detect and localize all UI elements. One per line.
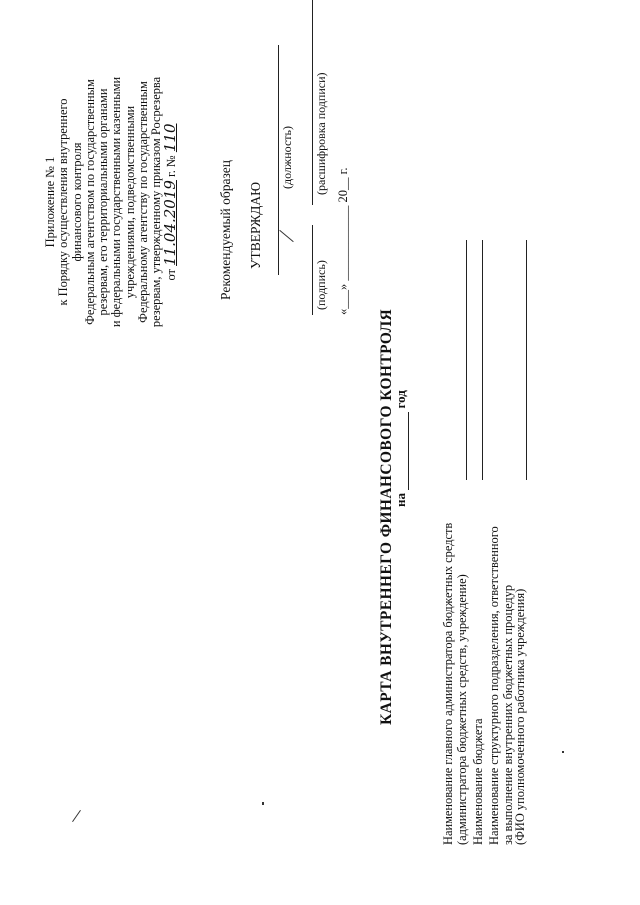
period-prefix: на: [393, 493, 408, 507]
order-date-handwritten: 11.04.2019: [160, 180, 179, 266]
field-responsible: (ФИО уполномоченного работника учреждения): [513, 588, 527, 845]
order-mid: г. №: [163, 155, 178, 177]
order-number-handwritten: 110: [160, 123, 179, 153]
pen-mark: [279, 230, 293, 242]
appendix-line: к Порядку осуществления внутреннего: [56, 98, 71, 306]
scan-speck: [262, 802, 264, 805]
approval-date-line: «___» ____________ 20__ г.: [336, 167, 350, 315]
appendix-line: учреждениями, подведомственными: [122, 105, 137, 299]
field-administrator: Наименование главного администратора бюджетных средств (администратора бюджетных средств, учреждение): [441, 522, 469, 845]
appendix-line: и федеральными государственными казенными: [109, 76, 124, 328]
field-budget-line: [482, 240, 483, 480]
scan-speck: [562, 751, 564, 753]
appendix-line: Федеральным агентством по государственным: [82, 79, 97, 325]
year-blank: [408, 412, 409, 490]
approval-title: УТВЕРЖДАЮ: [248, 181, 263, 269]
signature-caption: (подпись): [314, 260, 328, 310]
scan-speck: [72, 810, 81, 822]
field-department: Наименование структурного подразделения, ответственного за выполнение внутренних бюджетных процедур: [487, 526, 515, 845]
appendix-line: резервам, его территориальными органами: [96, 88, 111, 316]
recommended-sample-label: Рекомендуемый образец: [218, 159, 233, 300]
period-line: [393, 390, 409, 507]
appendix-header: [44, 37, 178, 367]
appendix-line: финансового контроля: [69, 142, 84, 262]
appendix-line: Приложение № 1: [43, 156, 57, 248]
decoding-caption: (расшифровка подписи): [314, 72, 328, 195]
decoding-line: [312, 0, 313, 205]
period-suffix: год: [393, 390, 408, 409]
appendix-line: резервам, утвержденному приказом Росрезерва: [149, 76, 164, 328]
position-line: [278, 45, 279, 275]
document-title: КАРТА ВНУТРЕННЕГО ФИНАНСОВОГО КОНТРОЛЯ: [378, 308, 395, 725]
order-reference: [160, 37, 179, 367]
field-administrator-line: [466, 240, 467, 480]
appendix-line: Федеральному агентству по государственным: [136, 81, 151, 323]
field-budget: Наименование бюджета: [471, 718, 485, 845]
field-responsible-line: [526, 240, 527, 480]
order-prefix: от: [163, 269, 178, 281]
signature-line: [312, 225, 313, 315]
position-caption: (должность): [280, 126, 294, 189]
